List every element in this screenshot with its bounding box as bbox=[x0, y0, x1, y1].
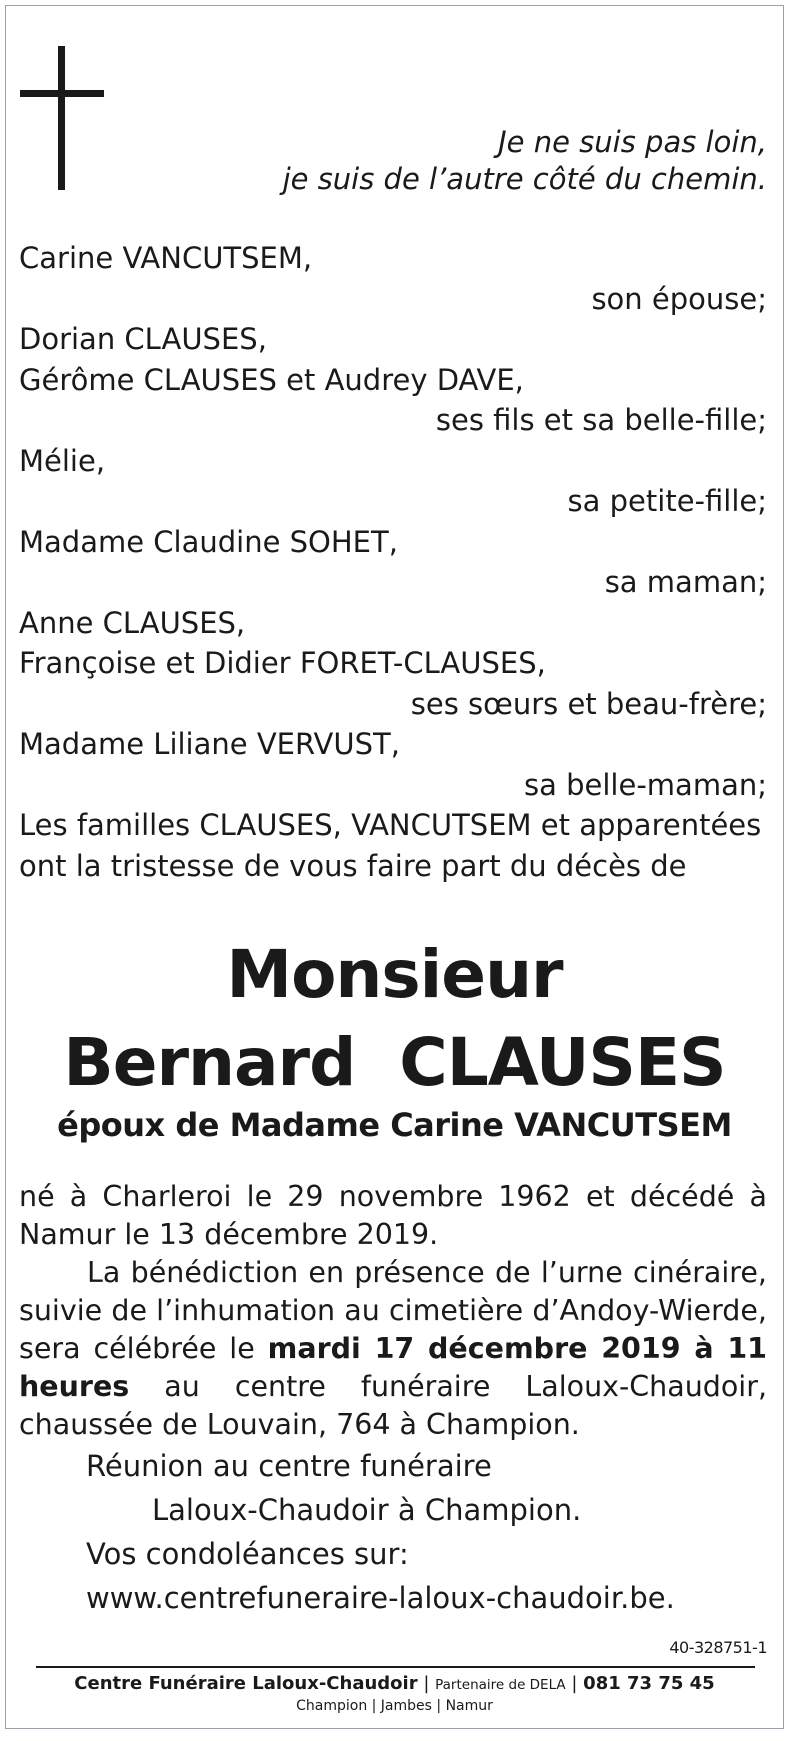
footer-separator: | bbox=[565, 1673, 584, 1694]
footer bbox=[6, 1672, 783, 1715]
spouse-line: époux de Madame Carine VANCUTSEM bbox=[57, 1106, 732, 1144]
announcement-line: ont la tristesse de vous faire part du décès de bbox=[19, 848, 687, 883]
family-line: Carine VANCUTSEM, bbox=[19, 241, 313, 275]
biography bbox=[19, 1178, 767, 1444]
footer-company: Centre Funéraire Laloux-Chaudoir bbox=[74, 1673, 418, 1694]
deceased-title: Monsieur bbox=[226, 936, 563, 1013]
family-list bbox=[19, 238, 767, 886]
condolences-url[interactable]: www.centrefuneraire-laloux-chaudoir.be. bbox=[86, 1581, 675, 1615]
reunion-line-2: Laloux-Chaudoir à Champion. bbox=[152, 1493, 582, 1527]
epitaph-line-1: Je ne suis pas loin, bbox=[498, 125, 767, 159]
reference-number: 40-328751-1 bbox=[669, 1638, 767, 1657]
family-line: Madame Claudine SOHET, bbox=[19, 524, 398, 559]
family-line: Gérôme CLAUSES et Audrey DAVE, bbox=[19, 362, 524, 397]
family-line: Madame Liliane VERVUST, bbox=[19, 727, 400, 761]
deceased-name: Bernard CLAUSES bbox=[63, 1024, 726, 1101]
cross-vertical-bar bbox=[58, 46, 65, 190]
obituary-page bbox=[5, 5, 784, 1729]
reunion-block bbox=[86, 1444, 675, 1620]
family-line: Françoise et Didier FORET-CLAUSES, bbox=[19, 646, 546, 680]
birth-death-paragraph: né à Charleroi le 29 novembre 1962 et décédé à Namur le 13 décembre 2019. bbox=[19, 1180, 767, 1251]
family-relation: sa belle-maman; bbox=[524, 767, 767, 802]
ceremony-datetime: mardi 17 décembre 2019 à 11 heures bbox=[19, 1332, 767, 1403]
family-relation: sa maman; bbox=[604, 565, 767, 599]
footer-divider bbox=[36, 1666, 755, 1668]
ceremony-text-pre: La bénédiction en présence de l’urne cinéraire, suivie de l’inhumation au cimetière d’Andoy-Wierde, sera célébrée le bbox=[19, 1256, 767, 1365]
footer-separator: | bbox=[417, 1673, 436, 1694]
condolences-label: Vos condoléances sur: bbox=[86, 1537, 409, 1571]
family-relation: ses sœurs et beau-frère; bbox=[410, 686, 767, 721]
cross-horizontal-bar bbox=[20, 90, 104, 97]
family-relation: sa petite-fille; bbox=[567, 484, 767, 518]
family-line: Mélie, bbox=[19, 443, 106, 478]
family-line: Dorian CLAUSES, bbox=[19, 322, 267, 356]
footer-main-line bbox=[6, 1672, 783, 1697]
announcement-line: Les familles CLAUSES, VANCUTSEM et apparentées bbox=[19, 808, 762, 842]
footer-partner: Partenaire de DELA bbox=[435, 1677, 566, 1693]
epitaph-quote bbox=[283, 124, 767, 198]
footer-locations: Champion | Jambes | Namur bbox=[296, 1698, 493, 1714]
reunion-line-1: Réunion au centre funéraire bbox=[86, 1449, 492, 1483]
family-relation: son épouse; bbox=[591, 281, 767, 316]
epitaph-line-2: je suis de l’autre côté du chemin. bbox=[282, 162, 767, 196]
ceremony-paragraph bbox=[19, 1254, 767, 1444]
family-line: Anne CLAUSES, bbox=[19, 605, 246, 640]
deceased-name-block bbox=[6, 931, 783, 1107]
ceremony-text-post: au centre funéraire Laloux-Chaudoir, chaussée de Louvain, 764 à Champion. bbox=[19, 1370, 767, 1441]
footer-phone: 081 73 75 45 bbox=[583, 1673, 715, 1694]
family-relation: ses fils et sa belle-fille; bbox=[435, 403, 767, 437]
